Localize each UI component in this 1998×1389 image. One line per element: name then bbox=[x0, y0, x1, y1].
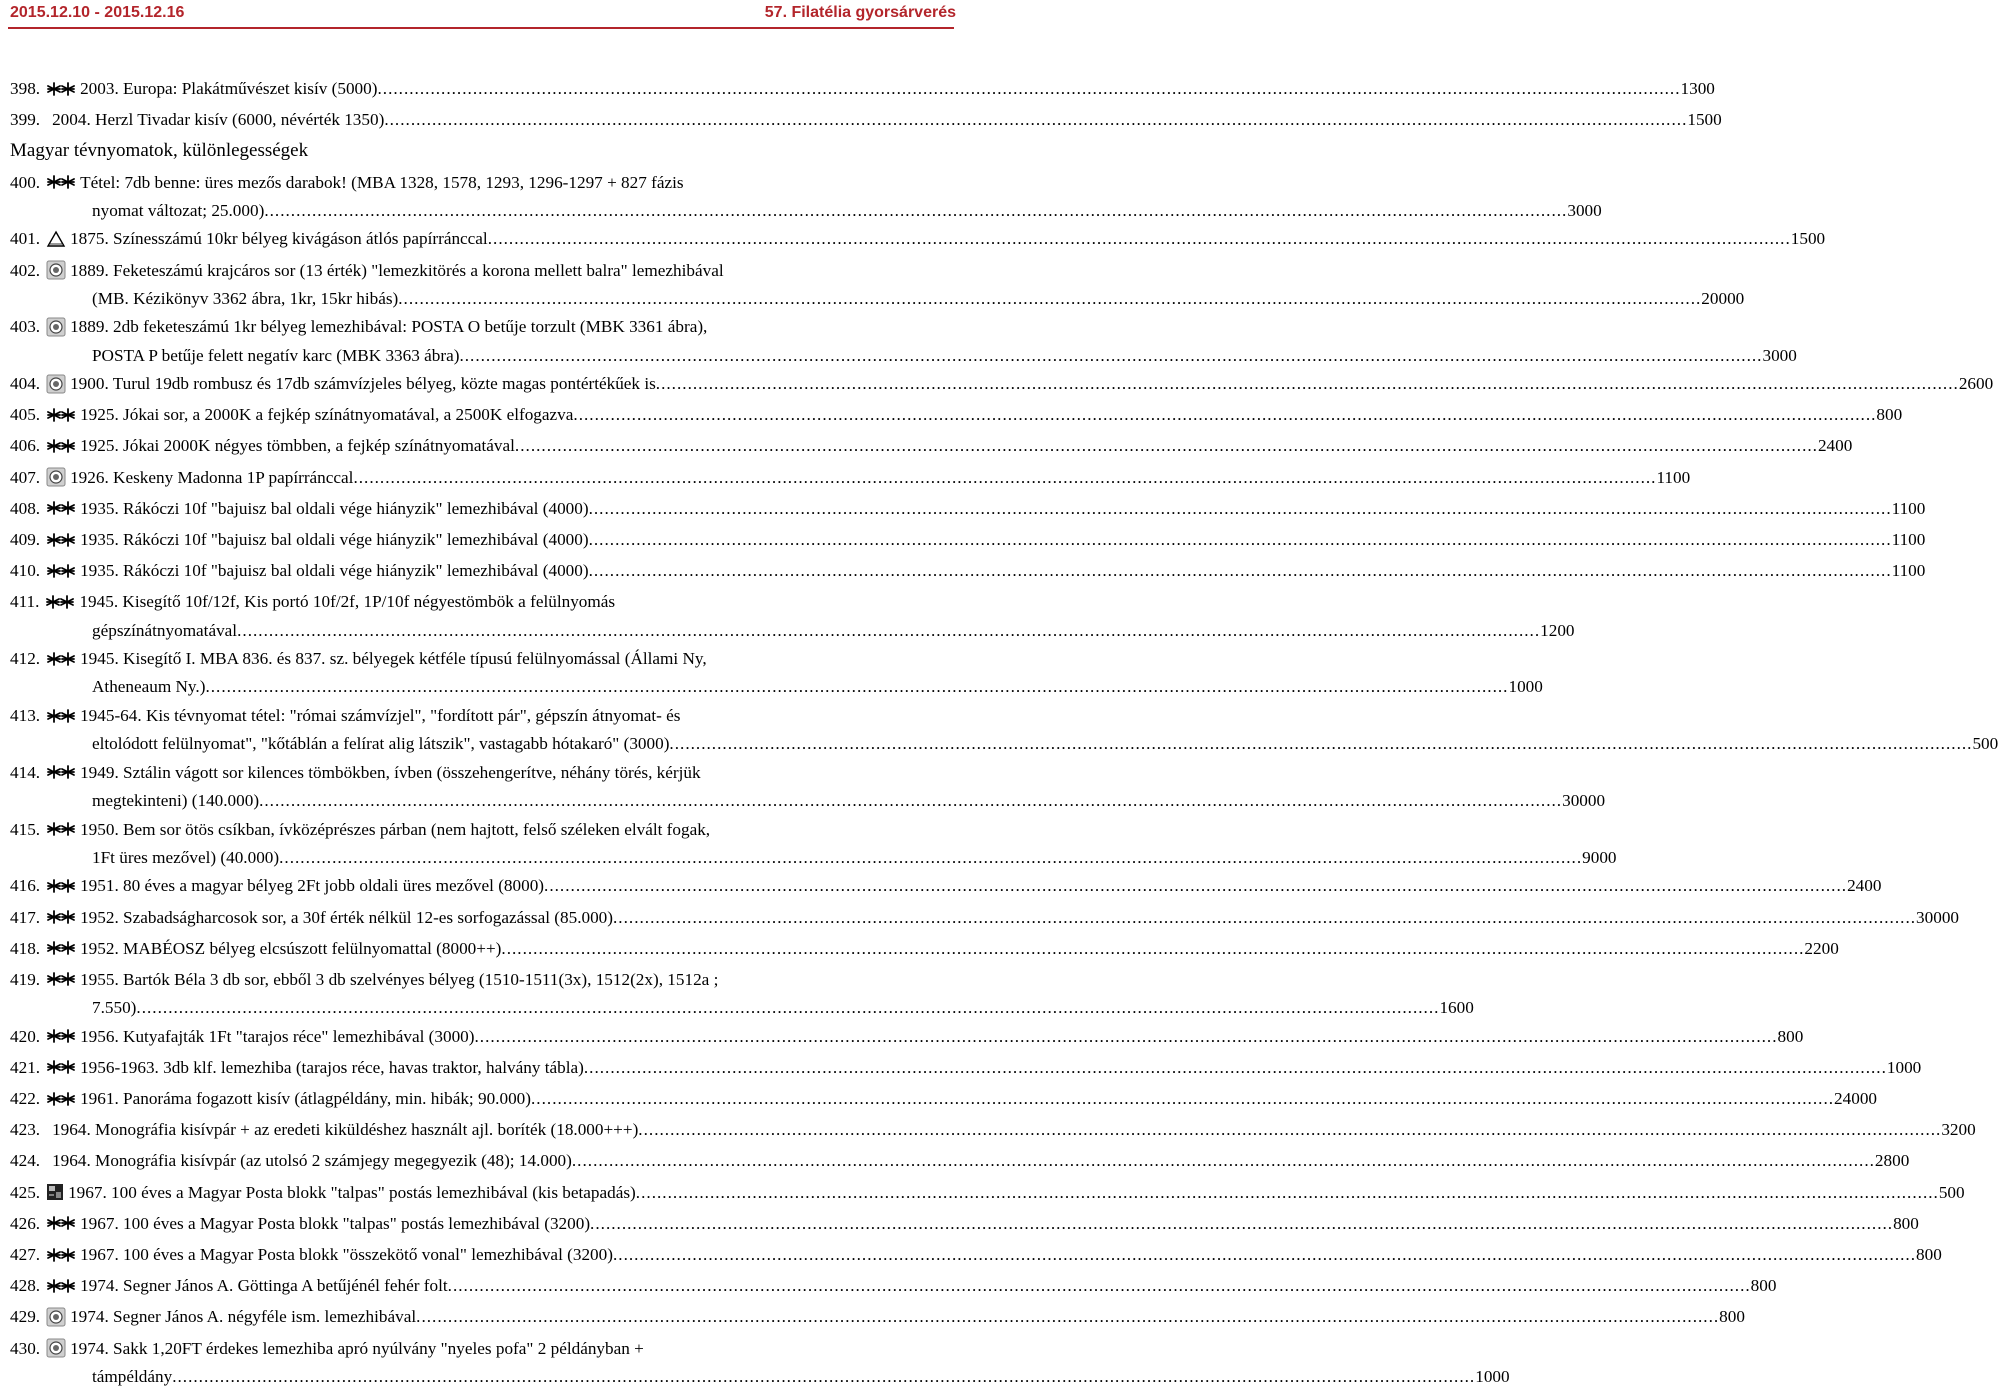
lot-price: 3000 bbox=[1567, 200, 1602, 220]
lot-price: 500 bbox=[1938, 1182, 1965, 1202]
double-asterisk-icon bbox=[46, 81, 76, 97]
lot-price: 1600 bbox=[1439, 998, 1474, 1018]
lot-description: POSTA P betűje felett negatív karc (MBK 3363 ábra) bbox=[92, 345, 460, 365]
lot-number: 402. bbox=[10, 260, 41, 280]
leader-dots bbox=[656, 368, 1959, 399]
lot-price: 9000 bbox=[1582, 847, 1617, 867]
lot-number: 425. bbox=[10, 1182, 41, 1202]
lot-price: 800 bbox=[1916, 1244, 1942, 1264]
double-asterisk-icon bbox=[45, 594, 75, 610]
lot-number: 426. bbox=[10, 1213, 41, 1233]
lot-number: 424. bbox=[10, 1151, 41, 1171]
lot-description: 1950. Bem sor ötös csíkban, ívközéprészes párban (nem hajtott, felső széleken elvált fogak, bbox=[80, 819, 711, 839]
lot-price: 2400 bbox=[1847, 876, 1882, 896]
lot-description: 1935. Rákóczi 10f "bajuisz bal oldali vége hiányzik" lemezhibával (4000) bbox=[80, 530, 589, 550]
lot-row bbox=[10, 700, 872, 731]
lot-number: 421. bbox=[10, 1057, 41, 1077]
lot-description: 1961. Panoráma fogazott kisív (átlagpéldány, min. hibák; 90.000) bbox=[80, 1089, 531, 1109]
leader-dots bbox=[584, 1052, 1887, 1083]
lot-price: 24000 bbox=[1834, 1089, 1877, 1109]
lot-row bbox=[10, 586, 872, 617]
lot-number: 415. bbox=[10, 819, 41, 839]
leader-dots bbox=[573, 399, 1876, 430]
leader-dots bbox=[474, 1021, 1777, 1052]
lot-price: 1500 bbox=[1687, 110, 1722, 130]
lot-row bbox=[10, 902, 1959, 933]
lot-number: 419. bbox=[10, 969, 41, 989]
double-asterisk-icon bbox=[46, 563, 76, 579]
lot-row-continuation bbox=[10, 674, 1543, 700]
lot-description: Atheneaum Ny.) bbox=[92, 677, 206, 697]
leader-dots bbox=[488, 223, 1791, 254]
lot-number: 399. bbox=[10, 110, 41, 130]
lot-description: 1956. Kutyafajták 1Ft "tarajos réce" lemezhibával (3000) bbox=[80, 1026, 475, 1046]
leader-dots bbox=[416, 1301, 1719, 1332]
lot-price: 1100 bbox=[1891, 561, 1926, 581]
lot-description: 1926. Keskeny Madonna 1P papírránccal bbox=[70, 467, 354, 487]
lot-row bbox=[10, 493, 1926, 524]
lot-description: 1949. Sztálin vágott sor kilences tömbökben, ívben (összehengerítve, néhány törés, kérjük bbox=[80, 762, 701, 782]
postmark-icon bbox=[46, 469, 66, 485]
lot-price: 800 bbox=[1750, 1276, 1777, 1296]
lot-description: eltolódott felülnyomat", "kőtáblán a felírat alig látszik", vastagabb hótakaró" (3000) bbox=[92, 734, 670, 754]
double-asterisk-icon bbox=[46, 821, 76, 837]
lot-number: 430. bbox=[10, 1338, 41, 1358]
lot-row-continuation bbox=[10, 788, 1606, 814]
lot-row bbox=[10, 933, 1839, 964]
leader-dots bbox=[638, 1114, 1941, 1145]
lot-description: nyomat változat; 25.000) bbox=[92, 200, 265, 220]
lot-number: 429. bbox=[10, 1307, 41, 1327]
double-asterisk-icon bbox=[46, 174, 76, 190]
lot-list bbox=[10, 73, 1998, 1389]
lot-row bbox=[10, 1114, 1976, 1145]
lot-description: 1974. Segner János A. Göttinga A betűjénél fehér folt bbox=[80, 1276, 448, 1296]
lot-number: 406. bbox=[10, 436, 41, 456]
leader-dots bbox=[237, 618, 1540, 644]
lot-price: 1300 bbox=[1680, 79, 1715, 98]
double-asterisk-icon bbox=[46, 532, 76, 548]
lot-description: 1964. Monográfia kisívpár (az utolsó 2 számjegy megegyezik (48); 14.000) bbox=[52, 1151, 572, 1171]
lot-row bbox=[10, 462, 1691, 493]
lot-description: 1935. Rákóczi 10f "bajuisz bal oldali vége hiányzik" lemezhibával (4000) bbox=[80, 498, 589, 518]
lot-description: 1889. 2db feketeszámú 1kr bélyeg lemezhibával: POSTA O betűje torzult (MBK 3361 ábra), bbox=[70, 317, 708, 337]
lot-row bbox=[10, 1177, 1965, 1208]
lot-row bbox=[10, 1208, 1919, 1239]
lot-description: 1967. 100 éves a Magyar Posta blokk "összekötő vonal" lemezhibával (3200) bbox=[80, 1244, 613, 1264]
lot-number: 418. bbox=[10, 938, 41, 958]
lot-number: 407. bbox=[10, 467, 41, 487]
lot-price: 1000 bbox=[1508, 677, 1543, 697]
section-heading: Magyar tévnyomatok, különlegességek bbox=[10, 140, 309, 162]
lot-price: 3000 bbox=[1762, 345, 1797, 365]
leader-dots bbox=[589, 555, 1892, 586]
lot-row-continuation bbox=[10, 1364, 1510, 1389]
lot-number: 409. bbox=[10, 530, 41, 550]
leader-dots bbox=[531, 1083, 1834, 1114]
leader-dots bbox=[136, 995, 1439, 1021]
lot-description: 1875. Színesszámú 10kr bélyeg kivágáson átlós papírránccal bbox=[70, 229, 488, 249]
leader-dots bbox=[613, 902, 1916, 933]
lot-description: gépszínátnyomatával bbox=[92, 620, 238, 640]
lot-description: 1967. 100 éves a Magyar Posta blokk "talpas" postás lemezhibával (kis betapadás) bbox=[68, 1182, 636, 1202]
double-asterisk-icon bbox=[46, 878, 76, 894]
lot-row bbox=[10, 368, 1994, 399]
leader-dots bbox=[613, 1239, 1916, 1270]
lot-number: 423. bbox=[10, 1120, 41, 1140]
lot-row bbox=[10, 757, 872, 788]
lot-row bbox=[10, 1145, 1910, 1176]
lot-description: 2004. Herzl Tivadar kisív (6000, névérték 1350) bbox=[52, 110, 385, 130]
postmark-icon bbox=[46, 1309, 66, 1325]
lot-description: 1900. Turul 19db rombusz és 17db számvízjeles bélyeg, közte magas pontértékűek is bbox=[70, 374, 656, 394]
lot-description: 1952. MABÉOSZ bélyeg elcsúszott felülnyomattal (8000++) bbox=[80, 938, 502, 958]
lot-row-continuation bbox=[10, 731, 1998, 757]
lot-row bbox=[10, 814, 872, 845]
lot-description: támpéldány bbox=[92, 1366, 173, 1386]
lot-description: (MB. Kézikönyv 3362 ábra, 1kr, 15kr hibás) bbox=[92, 288, 399, 308]
double-asterisk-icon bbox=[46, 971, 76, 987]
leader-dots bbox=[448, 1270, 1751, 1301]
lot-price: 1000 bbox=[1886, 1057, 1922, 1077]
lot-description: 1955. Bartók Béla 3 db sor, ebből 3 db szelvényes bélyeg (1510-1511(3x), 1512(2x), 1512a ; bbox=[80, 969, 719, 989]
leader-dots bbox=[384, 104, 1687, 135]
lot-description: 1952. Szabadságharcosok sor, a 30f érték nélkül 12-es sorfogazással (85.000) bbox=[80, 907, 613, 927]
leader-dots bbox=[589, 524, 1892, 555]
lot-spacer bbox=[46, 1153, 48, 1169]
lot-number: 408. bbox=[10, 498, 41, 518]
leader-dots bbox=[515, 430, 1818, 461]
lot-row-continuation bbox=[10, 845, 1617, 871]
lot-row-continuation bbox=[10, 286, 1745, 312]
lot-row bbox=[10, 643, 872, 674]
cover-icon bbox=[46, 1184, 64, 1200]
lot-description: 1967. 100 éves a Magyar Posta blokk "talpas" postás lemezhibával (3200) bbox=[80, 1213, 591, 1233]
lot-row bbox=[10, 399, 1903, 430]
postmark-icon bbox=[46, 319, 66, 335]
double-asterisk-icon bbox=[46, 500, 76, 516]
lot-price: 800 bbox=[1876, 405, 1903, 425]
leader-dots bbox=[172, 1364, 1475, 1389]
double-asterisk-icon bbox=[46, 438, 76, 454]
lot-description: 7.550) bbox=[92, 998, 137, 1018]
postmark-icon bbox=[46, 262, 66, 278]
lot-price: 20000 bbox=[1701, 288, 1745, 308]
lot-description: 1945-64. Kis tévnyomat tétel: "római számvízjel", "fordított pár", gépszín átnyomat- és bbox=[80, 705, 681, 725]
lot-description: 1956-1963. 3db klf. lemezhiba (tarajos réce, havas traktor, halvány tábla) bbox=[80, 1057, 584, 1077]
lot-price: 1000 bbox=[1475, 1366, 1510, 1386]
leader-dots bbox=[636, 1177, 1939, 1208]
lot-row bbox=[10, 167, 872, 198]
leader-dots bbox=[279, 845, 1582, 871]
lot-description: 1925. Jókai 2000K négyes tömbben, a fejkép színátnyomatával bbox=[80, 436, 515, 456]
lot-description: 1945. Kisegítő 10f/12f, Kis portó 10f/2f, 1P/10f négyestömbök a felülnyomás bbox=[79, 592, 616, 612]
lot-row bbox=[10, 255, 872, 286]
lot-number: 414. bbox=[10, 762, 41, 782]
lot-price: 1100 bbox=[1656, 467, 1691, 487]
lot-row-continuation bbox=[10, 343, 1797, 369]
lot-row bbox=[10, 1333, 872, 1364]
postmark-icon bbox=[46, 376, 66, 392]
lot-price: 1500 bbox=[1790, 229, 1826, 249]
lot-number: 400. bbox=[10, 172, 41, 192]
lot-number: 401. bbox=[10, 229, 41, 249]
lot-number: 417. bbox=[10, 907, 41, 927]
header-rule bbox=[8, 27, 954, 29]
lot-spacer bbox=[46, 112, 48, 128]
lot-row bbox=[10, 870, 1882, 901]
lot-number: 422. bbox=[10, 1089, 41, 1109]
lot-row bbox=[10, 1239, 1942, 1270]
lot-number: 412. bbox=[10, 649, 41, 669]
lot-row bbox=[10, 223, 1826, 254]
lot-number: 416. bbox=[10, 876, 41, 896]
leader-dots bbox=[459, 343, 1762, 369]
lot-description: 1925. Jókai sor, a 2000K a fejkép színátnyomatával, a 2500K elfogazva bbox=[80, 405, 574, 425]
lot-price: 2800 bbox=[1874, 1151, 1910, 1171]
leader-dots bbox=[544, 870, 1847, 901]
lot-number: 398. bbox=[10, 79, 41, 98]
lot-description: 1889. Feketeszámú krajcáros sor (13 érték) "lemezkitörés a korona mellett balra" lemezhibával bbox=[70, 260, 724, 280]
postmark-icon bbox=[46, 1340, 66, 1356]
lot-row bbox=[10, 1083, 1877, 1114]
leader-dots bbox=[398, 286, 1701, 312]
lot-row bbox=[10, 964, 872, 995]
lot-number: 405. bbox=[10, 405, 41, 425]
lot-row bbox=[10, 1301, 1745, 1332]
date-range: 2015.12.10 - 2015.12.16 bbox=[10, 4, 185, 21]
lot-number: 411. bbox=[10, 592, 40, 612]
lot-description: 1974. Sakk 1,20FT érdekes lemezhiba apró nyúlvány "nyeles pofa" 2 példányban + bbox=[70, 1338, 644, 1358]
double-asterisk-icon bbox=[46, 909, 76, 925]
double-asterisk-icon bbox=[46, 651, 76, 667]
lot-row-continuation bbox=[10, 618, 1575, 644]
lot-row bbox=[10, 311, 872, 342]
lot-description: Tétel: 7db benne: üres mezős darabok! (MBA 1328, 1578, 1293, 1296-1297 + 827 fázis bbox=[80, 172, 684, 192]
lot-number: 403. bbox=[10, 317, 41, 337]
lot-price: 500 bbox=[1972, 734, 1998, 754]
lot-price: 30000 bbox=[1562, 790, 1606, 810]
lot-row-continuation bbox=[10, 198, 1602, 224]
double-asterisk-icon bbox=[46, 940, 76, 956]
lot-number: 427. bbox=[10, 1244, 41, 1264]
double-asterisk-icon bbox=[46, 764, 76, 780]
lot-price: 1100 bbox=[1891, 530, 1926, 550]
lot-row bbox=[10, 555, 1926, 586]
lot-price: 1200 bbox=[1540, 620, 1575, 640]
catalog-title: 57. Filatélia gyorsárverés bbox=[764, 4, 956, 21]
lot-row bbox=[10, 1021, 1804, 1052]
leader-dots bbox=[377, 73, 1680, 104]
lot-row-continuation bbox=[10, 995, 1474, 1021]
leader-dots bbox=[205, 674, 1508, 700]
leader-dots bbox=[353, 462, 1656, 493]
lot-row bbox=[10, 1270, 1777, 1301]
lot-description: 1951. 80 éves a magyar bélyeg 2Ft jobb oldali üres mezővel (8000) bbox=[80, 876, 545, 896]
leader-dots bbox=[501, 933, 1804, 964]
double-asterisk-icon bbox=[46, 1091, 76, 1107]
lot-spacer bbox=[46, 1122, 48, 1138]
double-asterisk-icon bbox=[46, 1247, 76, 1263]
lot-description: megtekinteni) (140.000) bbox=[92, 790, 260, 810]
lot-row bbox=[10, 73, 1715, 104]
lot-row bbox=[10, 430, 1853, 461]
lot-number: 404. bbox=[10, 374, 41, 394]
triangle-icon bbox=[46, 231, 66, 247]
double-asterisk-icon bbox=[46, 1059, 76, 1075]
leader-dots bbox=[259, 788, 1562, 814]
lot-price: 30000 bbox=[1916, 907, 1959, 927]
double-asterisk-icon bbox=[46, 708, 76, 724]
lot-row bbox=[10, 524, 1926, 555]
lot-description: 1Ft üres mezővel) (40.000) bbox=[92, 847, 280, 867]
lot-price: 2200 bbox=[1804, 938, 1839, 958]
page-header bbox=[10, 4, 956, 26]
lot-price: 3200 bbox=[1941, 1120, 1976, 1140]
lot-description: 1964. Monográfia kisívpár + az eredeti kiküldéshez használt ajl. boríték (18.000+++) bbox=[52, 1120, 639, 1140]
lot-description: 1945. Kisegítő I. MBA 836. és 837. sz. bélyegek kétféle típusú felülnyomással (Állami Ny, bbox=[80, 649, 707, 669]
double-asterisk-icon bbox=[46, 407, 76, 423]
lot-number: 428. bbox=[10, 1276, 41, 1296]
lot-number: 413. bbox=[10, 705, 41, 725]
leader-dots bbox=[589, 493, 1892, 524]
double-asterisk-icon bbox=[46, 1278, 76, 1294]
lot-description: 1935. Rákóczi 10f "bajuisz bal oldali vége hiányzik" lemezhibával (4000) bbox=[80, 561, 589, 581]
leader-dots bbox=[669, 731, 1972, 757]
lot-price: 1100 bbox=[1891, 498, 1926, 518]
lot-description: 1974. Segner János A. négyféle ism. lemezhibával bbox=[70, 1307, 417, 1327]
lot-number: 410. bbox=[10, 561, 41, 581]
lot-row bbox=[10, 104, 1722, 135]
double-asterisk-icon bbox=[46, 1028, 76, 1044]
lot-description: 2003. Europa: Plakátművészet kisív (5000) bbox=[80, 79, 378, 98]
lot-price: 800 bbox=[1719, 1307, 1745, 1327]
lot-price: 2400 bbox=[1817, 436, 1853, 456]
lot-number: 420. bbox=[10, 1026, 41, 1046]
lot-row bbox=[10, 1052, 1922, 1083]
double-asterisk-icon bbox=[46, 1215, 76, 1231]
lot-price: 2600 bbox=[1958, 374, 1994, 394]
leader-dots bbox=[264, 198, 1567, 224]
leader-dots bbox=[590, 1208, 1893, 1239]
lot-price: 800 bbox=[1893, 1213, 1919, 1233]
leader-dots bbox=[572, 1145, 1875, 1176]
lot-price: 800 bbox=[1777, 1026, 1804, 1046]
